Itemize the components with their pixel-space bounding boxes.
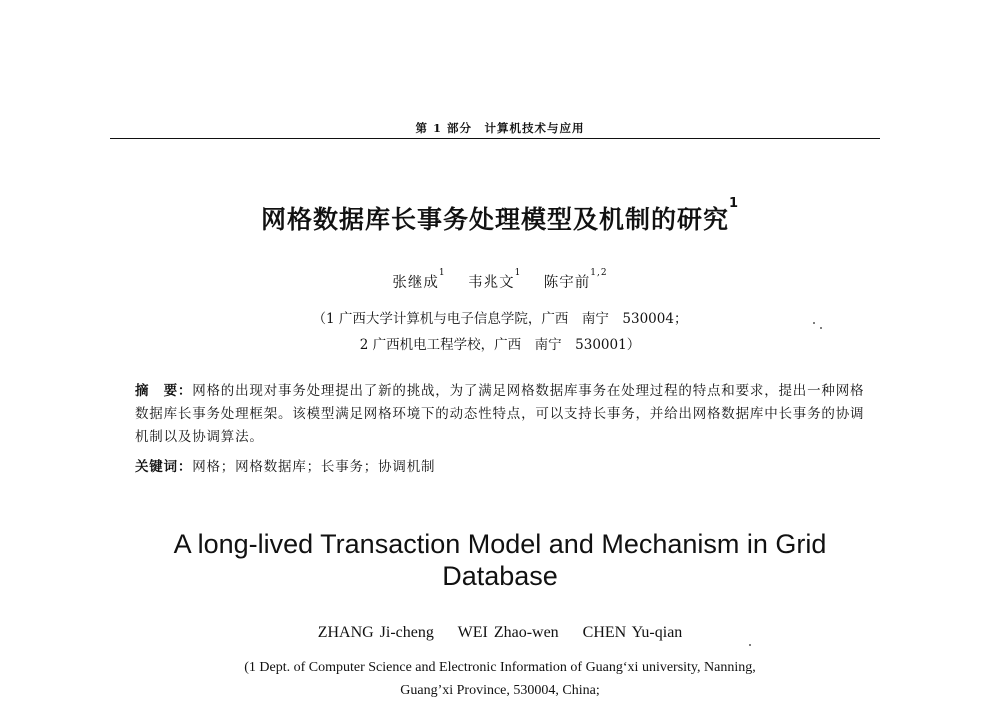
chinese-keywords bbox=[135, 457, 875, 477]
abstract-label: 摘 要： bbox=[135, 383, 193, 399]
author-affiliation-marker: 1 bbox=[514, 268, 522, 278]
english-title bbox=[0, 528, 1000, 592]
title-footnote-marker: 1 bbox=[728, 196, 740, 211]
keywords-label: 关键词： bbox=[135, 459, 193, 475]
author-name: 韦兆文 bbox=[468, 275, 515, 291]
scan-speck bbox=[820, 327, 822, 329]
english-affiliation-line-2: Guang’xi Province, 530004, China; bbox=[400, 683, 600, 698]
chinese-authors bbox=[0, 268, 1000, 292]
abstract-text: 网格的出现对事务处理提出了新的挑战，为了满足网格数据库事务在处理过程的特点和要求，提出一种网格数据库长事务处理框架。该模型满足网格环境下的动态性特点，可以支持长事务，并给出网格数据库中长事务的协调机制以及协调算法。 bbox=[135, 383, 865, 445]
author-affiliation-marker: 1 bbox=[438, 268, 446, 278]
scan-speck bbox=[749, 644, 751, 646]
running-header: 第 1 部分 计算机技术与应用 bbox=[415, 121, 585, 135]
author-affiliation-marker: 1,2 bbox=[590, 268, 608, 278]
english-authors bbox=[0, 624, 1000, 642]
author-name: 张继成 bbox=[392, 275, 439, 291]
chinese-affiliation-line-2: 2 广西机电工程学校，广西 南宁 530001） bbox=[359, 337, 641, 353]
chinese-abstract bbox=[135, 380, 875, 449]
english-affiliation-line-1: (1 Dept. of Computer Science and Electronic Information of Guang‘xi university, Nanning, bbox=[244, 660, 756, 675]
scan-speck bbox=[813, 322, 815, 324]
english-author-name: WEI Zhao-wen bbox=[457, 624, 559, 641]
author-name: 陈宇前 bbox=[543, 275, 591, 291]
keywords-text: 网格；网格数据库；长事务；协调机制 bbox=[192, 459, 436, 475]
chinese-title-text: 网格数据库长事务处理模型及机制的研究 bbox=[260, 205, 729, 234]
english-author-name: CHEN Yu-qian bbox=[582, 624, 683, 641]
english-title-line-2: Database bbox=[442, 561, 558, 591]
chinese-affiliation-line-1: （1 广西大学计算机与电子信息学院，广西 南宁 530004； bbox=[312, 311, 688, 327]
header-rule bbox=[110, 138, 880, 139]
english-title-line-1: A long-lived Transaction Model and Mechanism in Grid bbox=[173, 529, 827, 559]
english-author-name: ZHANG Ji-cheng bbox=[317, 624, 434, 641]
chinese-title bbox=[0, 196, 1000, 236]
